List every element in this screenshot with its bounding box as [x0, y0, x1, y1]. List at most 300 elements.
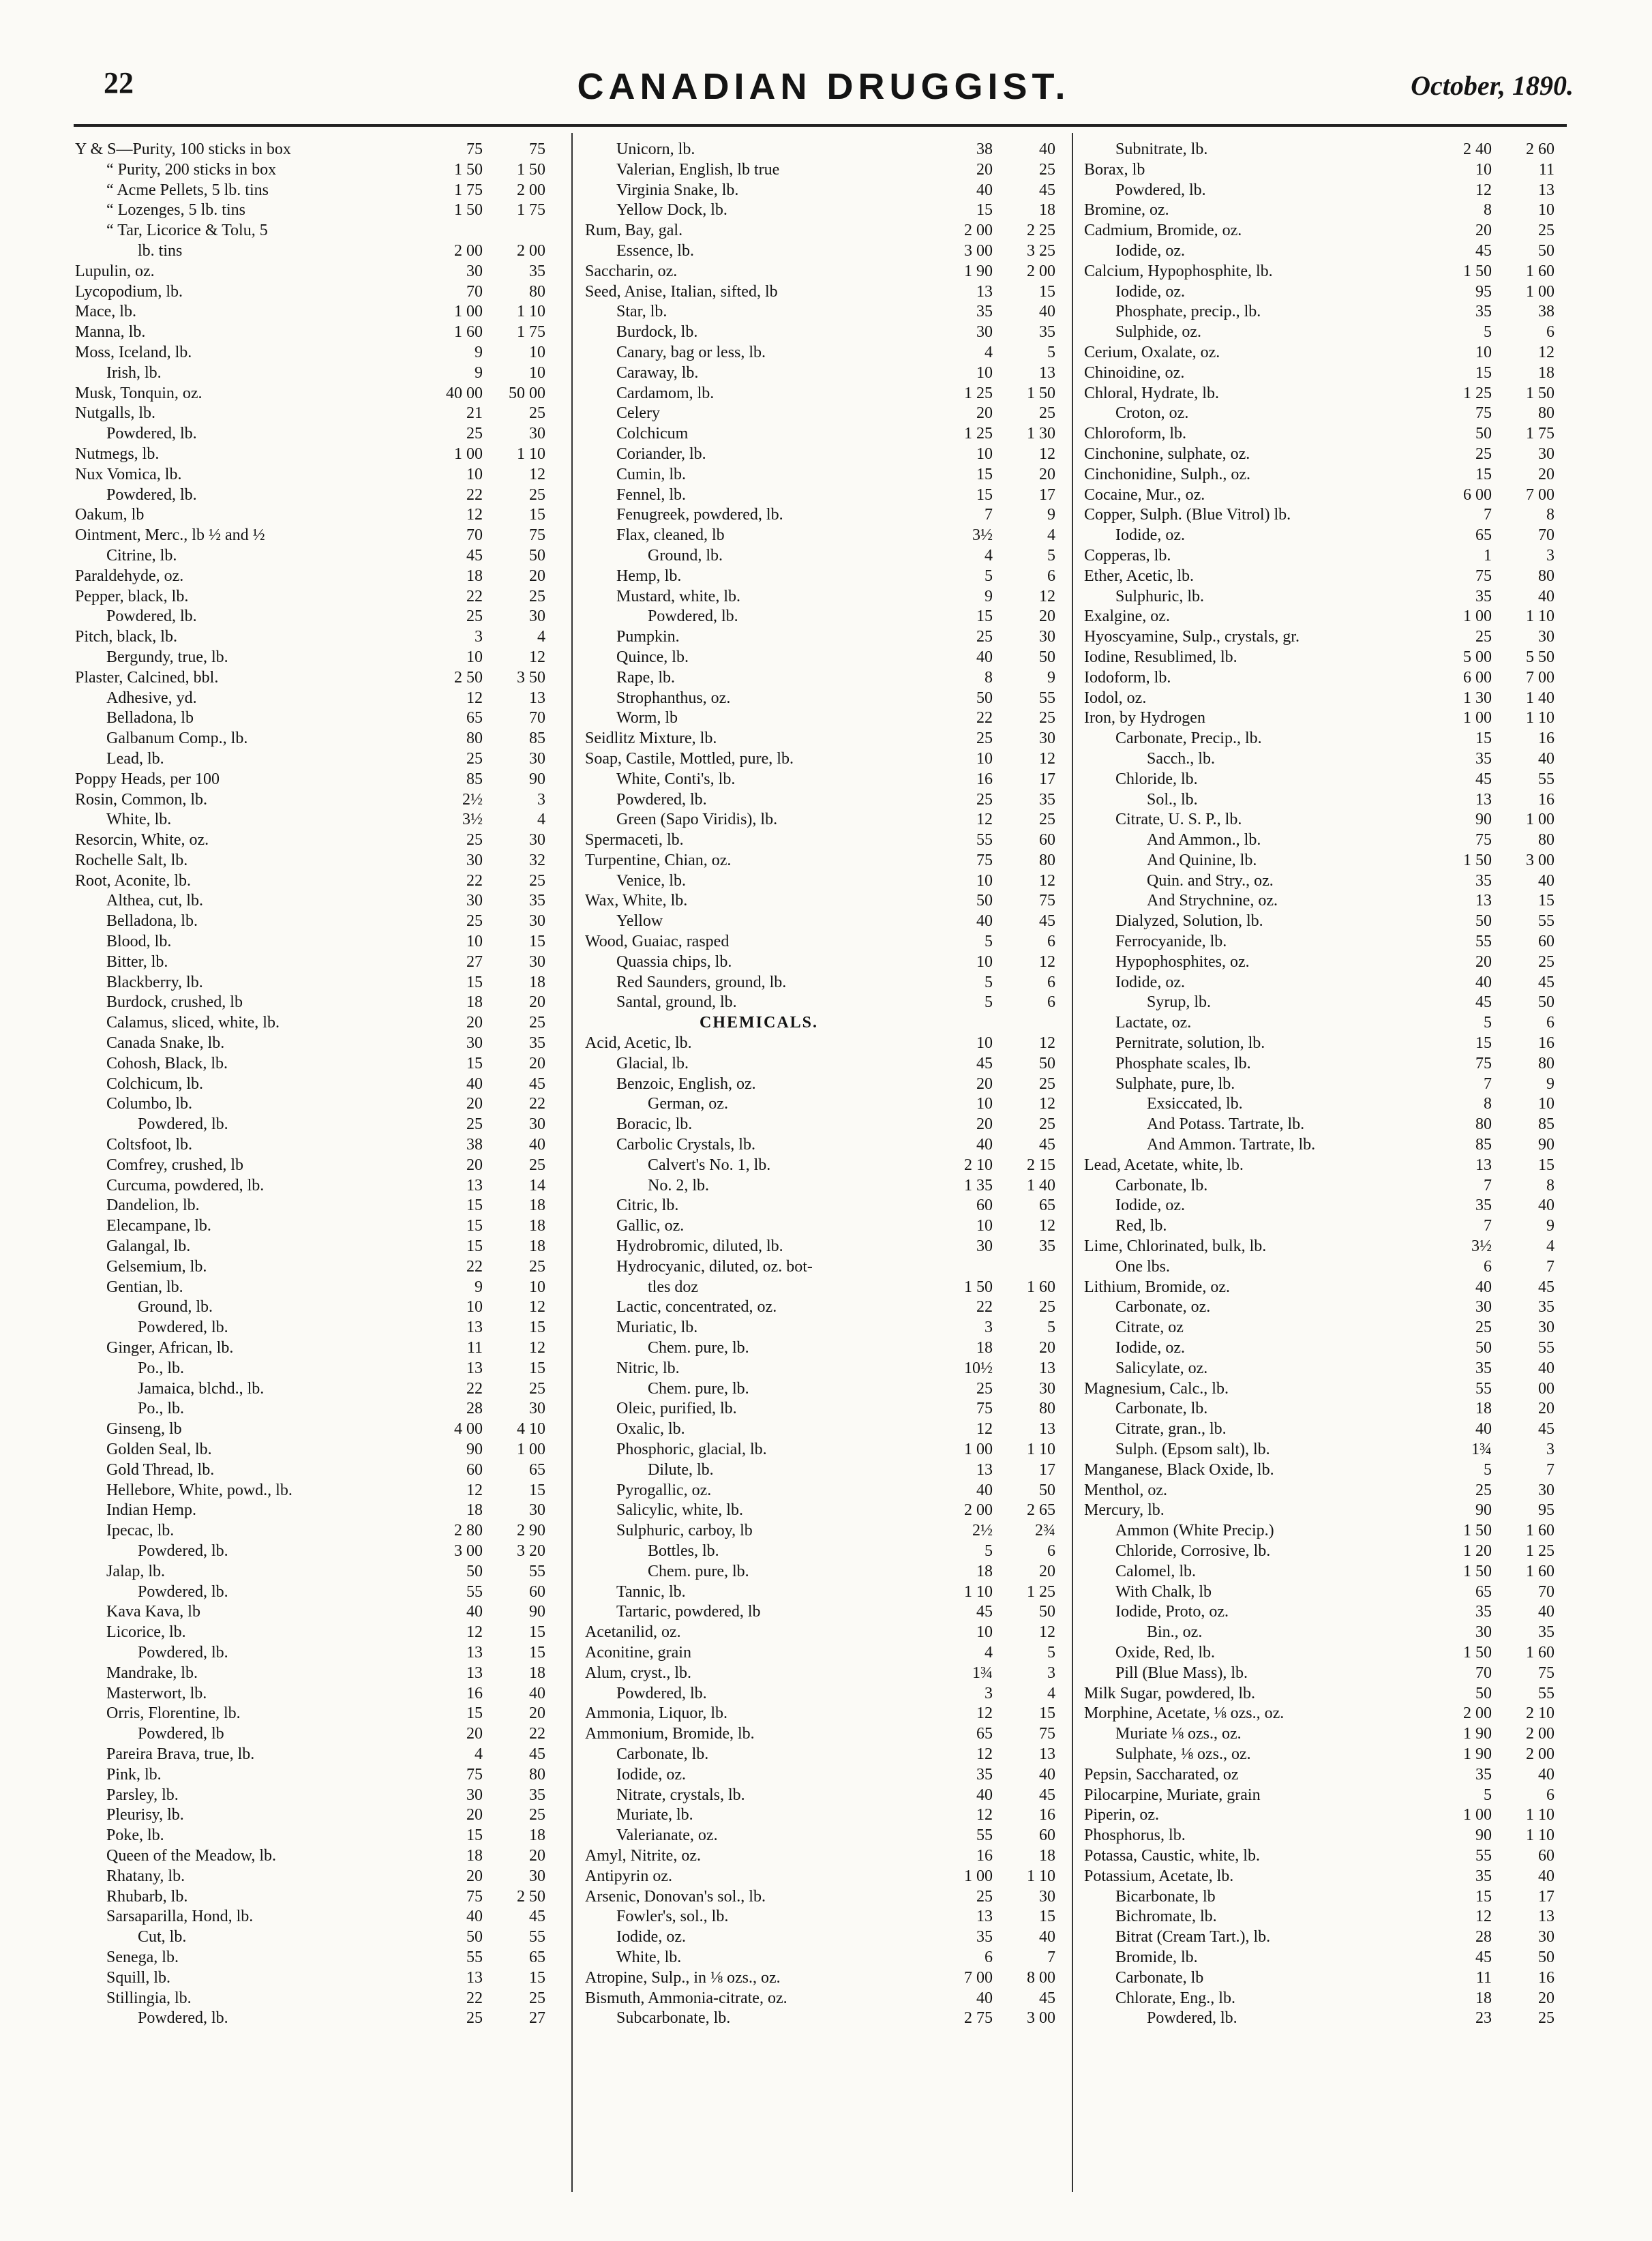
price-high: 45: [1039, 1786, 1055, 1804]
price-row: [1084, 648, 1555, 668]
price-low: 15: [976, 201, 993, 220]
price-low: 10: [976, 871, 993, 890]
price-high: 2 65: [1027, 1501, 1055, 1520]
price-row: [1084, 1440, 1555, 1460]
price-low: 2½: [462, 790, 483, 809]
price-low: 1 90: [1463, 1745, 1492, 1763]
item-name: Mandrake, lb.: [106, 1664, 198, 1682]
price-row: [1084, 181, 1555, 201]
price-low: 75: [976, 851, 993, 869]
item-name: Lime, Chlorinated, bulk, lb.: [1084, 1237, 1267, 1256]
price-low: 3½: [462, 811, 483, 829]
item-name: Ferrocyanide, lb.: [1115, 933, 1227, 951]
price-low: 9: [985, 587, 993, 605]
price-row: [75, 1989, 545, 2009]
price-low: 15: [976, 607, 993, 626]
price-low: 25: [976, 1379, 993, 1398]
price-low: 4 00: [454, 1420, 483, 1439]
price-row: [585, 1826, 1055, 1846]
price-row: [585, 1318, 1055, 1338]
price-low: 15: [976, 485, 993, 504]
item-name: Powdered, lb.: [138, 1541, 228, 1560]
price-low: 25: [976, 628, 993, 646]
price-low: 13: [466, 1968, 483, 1987]
price-high: 6: [1047, 993, 1055, 1012]
price-low: 75: [466, 140, 483, 158]
price-low: 50: [1475, 1339, 1492, 1357]
price-row: [585, 1460, 1055, 1481]
price-row: [585, 1805, 1055, 1826]
price-high: 6: [1047, 567, 1055, 585]
price-low: 40: [976, 1481, 993, 1499]
item-name: Calvert's No. 1, lb.: [648, 1156, 771, 1174]
price-high: 17: [1039, 770, 1055, 788]
price-high: 45: [1039, 1989, 1055, 2007]
price-high: 50: [1039, 1481, 1055, 1499]
item-name: Muriate, lb.: [616, 1806, 693, 1824]
price-row: [1084, 891, 1555, 912]
item-name: Pyrogallic, oz.: [616, 1481, 712, 1499]
price-high: 3 25: [1027, 241, 1055, 260]
price-row: [1084, 1156, 1555, 1176]
price-row: [585, 567, 1055, 587]
item-name: Poke, lb.: [106, 1826, 164, 1845]
price-low: 70: [1475, 1664, 1492, 1682]
item-name: Yellow Dock, lb.: [616, 201, 727, 220]
item-name: Phosphate, precip., lb.: [1115, 303, 1261, 321]
item-name: Cumin, lb.: [616, 465, 687, 483]
price-low: 1 90: [964, 262, 993, 280]
price-high: 17: [1039, 485, 1055, 504]
price-high: 85: [529, 730, 545, 748]
price-row: [1084, 708, 1555, 729]
price-row: [585, 302, 1055, 322]
price-row: [75, 221, 545, 241]
item-name: Burdock, lb.: [616, 323, 698, 342]
price-high: 2 10: [1526, 1704, 1555, 1723]
item-name: Dilute, lb.: [648, 1460, 714, 1479]
price-low: 20: [466, 1806, 483, 1824]
price-high: 13: [1039, 1359, 1055, 1377]
price-row: [1084, 465, 1555, 485]
price-row: [1084, 1318, 1555, 1338]
price-high: 55: [1538, 1339, 1555, 1357]
price-low: 12: [1475, 181, 1492, 199]
price-low: 25: [1475, 1319, 1492, 1337]
price-low: 12: [1475, 1908, 1492, 1926]
price-low: 25: [466, 831, 483, 849]
price-row: [585, 952, 1055, 973]
price-high: 1 50: [1526, 384, 1555, 402]
price-low: 35: [1475, 749, 1492, 768]
price-row: [75, 1216, 545, 1237]
price-low: 1 00: [454, 445, 483, 463]
price-low: 1¾: [972, 1664, 993, 1682]
price-row: [1084, 526, 1555, 546]
price-row: [1084, 1460, 1555, 1481]
item-name: Hypophosphites, oz.: [1115, 952, 1250, 971]
price-low: 2½: [972, 1522, 993, 1540]
price-high: 6: [1047, 933, 1055, 951]
price-high: 80: [1538, 1054, 1555, 1072]
issue-date: October, 1890.: [1411, 70, 1574, 101]
price-high: 30: [1039, 1887, 1055, 1906]
price-row: [1084, 1846, 1555, 1867]
price-low: 10: [466, 648, 483, 666]
item-name: Atropine, Sulp., in ⅛ ozs., oz.: [585, 1968, 781, 1987]
price-row: [75, 871, 545, 892]
item-name: Lead, lb.: [106, 749, 164, 768]
price-low: 18: [976, 1562, 993, 1580]
item-name: Hyoscyamine, Sulp., crystals, gr.: [1084, 628, 1300, 646]
price-low: 30: [976, 323, 993, 342]
price-low: 25: [466, 749, 483, 768]
price-high: 27: [529, 2009, 545, 2028]
price-low: 12: [976, 1806, 993, 1824]
price-low: 25: [466, 607, 483, 626]
price-high: 20: [529, 567, 545, 585]
price-row: [1084, 851, 1555, 871]
price-low: 2 00: [964, 222, 993, 240]
item-name: Powdered, lb.: [138, 1582, 228, 1601]
price-low: 18: [466, 567, 483, 585]
price-high: 7: [1047, 1948, 1055, 1966]
item-name: Bin., oz.: [1147, 1623, 1203, 1642]
item-name: Menthol, oz.: [1084, 1481, 1167, 1499]
item-name: With Chalk, lb: [1115, 1582, 1212, 1601]
price-low: 13: [466, 1319, 483, 1337]
price-low: 15: [466, 1237, 483, 1256]
price-row: [75, 160, 545, 181]
price-low: 45: [976, 1603, 993, 1621]
price-high: 2 00: [517, 181, 545, 199]
price-low: 60: [976, 1197, 993, 1215]
price-low: 10: [976, 1034, 993, 1053]
price-row: [1084, 1054, 1555, 1074]
price-row: [75, 810, 545, 830]
item-name: Jamaica, blchd., lb.: [138, 1379, 265, 1398]
price-low: 60: [466, 1460, 483, 1479]
item-name: Carbonate, lb: [1115, 1968, 1204, 1987]
price-low: 30: [1475, 1298, 1492, 1317]
price-high: 22: [529, 1095, 545, 1113]
price-row: [585, 1745, 1055, 1765]
price-low: 6: [985, 1948, 993, 1966]
price-low: 15: [466, 1054, 483, 1072]
price-high: 75: [1538, 1664, 1555, 1682]
price-high: 1 40: [1027, 1176, 1055, 1194]
price-low: 40: [976, 648, 993, 666]
price-low: 25: [466, 2009, 483, 2028]
price-low: 5: [1484, 1014, 1492, 1032]
price-row: [75, 200, 545, 221]
price-row: [585, 1379, 1055, 1400]
item-name: Wax, White, lb.: [585, 892, 688, 910]
price-low: 1 35: [964, 1176, 993, 1194]
item-name: Bitter, lb.: [106, 952, 168, 971]
price-low: 10: [466, 1298, 483, 1317]
price-row: [1084, 1582, 1555, 1603]
price-high: 35: [529, 262, 545, 280]
item-name: Licorice, lb.: [106, 1623, 186, 1642]
price-high: 20: [1039, 1339, 1055, 1357]
item-name: Chinoidine, oz.: [1084, 363, 1185, 382]
price-high: 35: [1039, 790, 1055, 809]
price-high: 5: [1047, 546, 1055, 565]
price-high: 30: [529, 831, 545, 849]
item-name: Virginia Snake, lb.: [616, 181, 739, 199]
price-high: 12: [1039, 1095, 1055, 1113]
price-low: 70: [466, 282, 483, 301]
price-low: 5: [1484, 1460, 1492, 1479]
price-high: 1 75: [1526, 425, 1555, 443]
price-high: 80: [1039, 1400, 1055, 1418]
item-name: Sulphuric, carboy, lb: [616, 1522, 753, 1540]
item-name: Saccharin, oz.: [585, 262, 678, 280]
item-name: Copper, Sulph. (Blue Vitrol) lb.: [1084, 506, 1291, 524]
price-high: 50: [1039, 648, 1055, 666]
price-high: 12: [1039, 749, 1055, 768]
price-low: 30: [466, 892, 483, 910]
item-name: Burdock, crushed, lb: [106, 993, 243, 1012]
price-high: 25: [1538, 952, 1555, 971]
item-name: Milk Sugar, powdered, lb.: [1084, 1684, 1256, 1702]
price-low: 13: [466, 1664, 483, 1682]
price-row: [1084, 1399, 1555, 1419]
price-high: 1 00: [1526, 282, 1555, 301]
price-row: [75, 1846, 545, 1867]
price-low: 55: [976, 1826, 993, 1845]
price-row: [75, 1948, 545, 1968]
item-name: Iodine, Resublimed, lb.: [1084, 648, 1237, 666]
price-row: [75, 1318, 545, 1338]
price-row: [585, 810, 1055, 830]
price-row: [75, 1176, 545, 1197]
price-high: 80: [529, 282, 545, 301]
item-name: Nitric, lb.: [616, 1359, 680, 1377]
price-high: 45: [1538, 1420, 1555, 1439]
item-name: Chlorate, Eng., lb.: [1115, 1989, 1235, 2007]
price-high: 12: [1039, 587, 1055, 605]
price-high: 35: [1538, 1298, 1555, 1317]
price-high: 4: [1047, 526, 1055, 545]
price-low: 25: [1475, 1481, 1492, 1499]
price-low: 75: [1475, 1054, 1492, 1072]
item-name: Pernitrate, solution, lb.: [1115, 1034, 1265, 1053]
price-low: 45: [976, 1054, 993, 1072]
price-low: 80: [466, 730, 483, 748]
price-row: [75, 424, 545, 445]
price-row: [1084, 485, 1555, 506]
price-high: 6: [1546, 1014, 1555, 1032]
item-name: Y & S—Purity, 100 sticks in box: [75, 140, 291, 158]
price-row: [585, 1074, 1055, 1095]
price-low: 25: [976, 1887, 993, 1906]
item-name: Pepper, black, lb.: [75, 587, 189, 605]
item-name: And Strychnine, oz.: [1147, 892, 1278, 910]
price-high: 1 50: [517, 160, 545, 179]
item-name: Stillingia, lb.: [106, 1989, 192, 2007]
item-name: Syrup, lb.: [1147, 993, 1212, 1012]
price-high: 35: [529, 892, 545, 910]
item-name: Powdered, lb.: [616, 1684, 707, 1702]
item-name: Adhesive, yd.: [106, 689, 197, 707]
price-row: [585, 851, 1055, 871]
price-high: 55: [529, 1562, 545, 1580]
price-high: 1 60: [1027, 1278, 1055, 1296]
price-row: [75, 1481, 545, 1501]
item-name: Fenugreek, powdered, lb.: [616, 506, 783, 524]
item-name: Sulph. (Epsom salt), lb.: [1115, 1441, 1270, 1458]
item-name: Ground, lb.: [648, 546, 723, 565]
price-low: 28: [1475, 1928, 1492, 1946]
item-name: Iodide, oz.: [1115, 1197, 1185, 1215]
price-high: 6: [1546, 323, 1555, 342]
price-row: [75, 729, 545, 749]
price-high: 40: [1039, 303, 1055, 321]
price-high: 12: [1039, 1034, 1055, 1053]
price-row: [585, 384, 1055, 404]
price-row: [1084, 2009, 1555, 2029]
price-high: 60: [1538, 1846, 1555, 1865]
price-low: 21: [466, 404, 483, 423]
price-high: 1 10: [517, 445, 545, 463]
price-high: 00: [1538, 1379, 1555, 1398]
price-high: 25: [1039, 811, 1055, 829]
price-low: 5: [985, 993, 993, 1012]
price-high: 16: [1538, 790, 1555, 809]
price-low: 2 00: [1463, 1704, 1492, 1723]
price-high: 45: [529, 1074, 545, 1093]
item-name: Powdered, lb.: [138, 1319, 228, 1337]
price-row: [585, 181, 1055, 201]
price-high: 38: [1538, 303, 1555, 321]
price-row: [1084, 1379, 1555, 1400]
price-low: 30: [466, 1786, 483, 1804]
item-name: Rum, Bay, gal.: [585, 222, 683, 240]
price-row: [1084, 1481, 1555, 1501]
price-low: 18: [976, 1339, 993, 1357]
item-name: Worm, lb: [616, 709, 678, 727]
price-row: [1084, 1826, 1555, 1846]
item-name: Elecampane, lb.: [106, 1217, 211, 1235]
price-low: 55: [1475, 1846, 1492, 1865]
price-low: 23: [1475, 2009, 1492, 2028]
item-name: Cohosh, Black, lb.: [106, 1054, 228, 1072]
price-high: 2¾: [1035, 1522, 1055, 1540]
price-low: 13: [466, 1359, 483, 1377]
item-name: “ Lozenges, 5 lb. tins: [106, 201, 245, 220]
price-row: [1084, 343, 1555, 363]
price-row: [585, 1481, 1055, 1501]
price-row: [75, 1927, 545, 1948]
price-high: 3 50: [517, 668, 545, 687]
price-low: 18: [466, 1501, 483, 1520]
price-low: 22: [466, 587, 483, 605]
item-name: Citrate, oz: [1115, 1319, 1184, 1337]
price-row: [585, 282, 1055, 303]
price-low: 2 00: [454, 241, 483, 260]
price-low: 4: [985, 343, 993, 361]
price-row: [75, 567, 545, 587]
column-divider: [571, 133, 573, 2192]
item-name: Mercury, lb.: [1084, 1501, 1165, 1520]
price-high: 40: [1039, 1765, 1055, 1784]
price-row: [1084, 363, 1555, 384]
price-row: [1084, 749, 1555, 770]
price-high: 15: [1039, 1704, 1055, 1723]
item-name: Salicylic, white, lb.: [616, 1501, 743, 1520]
price-row: [1084, 322, 1555, 343]
price-low: 20: [1475, 952, 1492, 971]
price-row: [585, 770, 1055, 790]
price-row: [75, 1237, 545, 1257]
price-low: 35: [1475, 1197, 1492, 1215]
price-row: [1084, 1745, 1555, 1765]
price-low: 15: [466, 1197, 483, 1215]
price-row: [75, 1765, 545, 1786]
price-high: 30: [1538, 445, 1555, 463]
price-low: 65: [466, 709, 483, 727]
item-name: Indian Hemp.: [106, 1501, 196, 1520]
price-row: [1084, 607, 1555, 627]
price-row: [1084, 140, 1555, 160]
item-name: Valerianate, oz.: [616, 1826, 718, 1845]
price-row: [585, 1541, 1055, 1562]
price-high: 15: [529, 506, 545, 524]
price-high: 55: [1039, 689, 1055, 707]
price-row: [585, 1907, 1055, 1927]
price-row: [75, 932, 545, 952]
item-name: Tannic, lb.: [616, 1582, 686, 1601]
price-high: 4: [1047, 1684, 1055, 1702]
price-low: 35: [1475, 587, 1492, 605]
price-low: 1 50: [1463, 262, 1492, 280]
price-low: 13: [466, 1176, 483, 1194]
price-high: 40: [1538, 1867, 1555, 1885]
price-row: [585, 1562, 1055, 1582]
price-row: [1084, 1196, 1555, 1216]
price-high: 40: [1538, 1359, 1555, 1377]
price-high: 80: [1538, 831, 1555, 849]
price-high: 1 25: [1027, 1582, 1055, 1601]
price-row: [75, 526, 545, 546]
price-low: 13: [1475, 892, 1492, 910]
item-name: Chloride, lb.: [1115, 770, 1198, 788]
price-low: 35: [1475, 1765, 1492, 1784]
price-row: [585, 1419, 1055, 1440]
price-high: 30: [1039, 730, 1055, 748]
price-high: 18: [529, 1664, 545, 1682]
price-high: 40: [1538, 1765, 1555, 1784]
price-row: [585, 1196, 1055, 1216]
price-low: 80: [1475, 1115, 1492, 1134]
item-name: Pilocarpine, Muriate, grain: [1084, 1786, 1261, 1804]
item-name: Canada Snake, lb.: [106, 1034, 225, 1053]
price-high: 20: [1538, 465, 1555, 483]
price-low: 10: [976, 1623, 993, 1642]
item-name: Subcarbonate, lb.: [616, 2009, 731, 2028]
price-low: 25: [466, 425, 483, 443]
price-high: 40: [1538, 587, 1555, 605]
price-row: [585, 891, 1055, 912]
price-row: [75, 708, 545, 729]
price-high: 35: [529, 1786, 545, 1804]
price-row: [75, 851, 545, 871]
price-high: 20: [529, 1704, 545, 1723]
price-high: 2 00: [1526, 1725, 1555, 1743]
price-low: 8: [1484, 201, 1492, 220]
